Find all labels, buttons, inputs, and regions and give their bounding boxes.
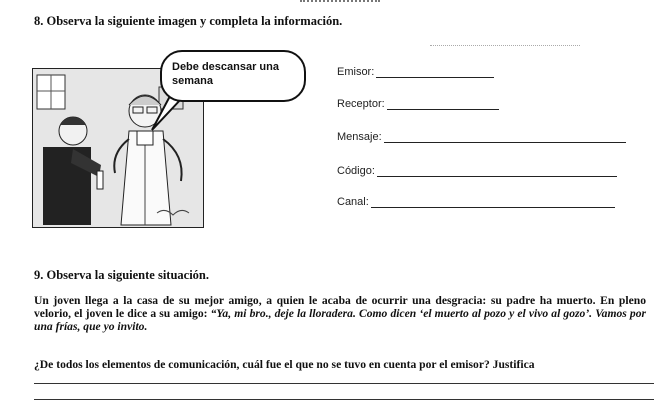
mensaje-field[interactable] [337, 131, 626, 143]
speech-bubble [160, 50, 306, 102]
question-8-heading: 8. Observa la siguiente imagen y completa la información. [34, 14, 343, 28]
top-mark [300, 0, 380, 5]
codigo-field[interactable] [337, 165, 617, 177]
canal-label: Canal: [337, 196, 369, 208]
codigo-blank[interactable] [377, 165, 617, 177]
receptor-field[interactable] [337, 98, 499, 110]
situation-text: Un joven llega a la casa de su mejor amigo, a quien le acaba de ocurrir una desgracia: su padre ha muerto. En pleno velorio, el joven le dice a su amigo: [34, 294, 646, 320]
mensaje-blank[interactable] [384, 131, 626, 143]
question-9-heading: 9. Observa la siguiente situación. [34, 268, 210, 282]
question-9-prompt: ¿De todos los elementos de comunicación, cuál fue el que no se tuvo en cuenta por el emisor? Justifica [34, 358, 535, 371]
answer-line-2[interactable] [34, 399, 654, 400]
emisor-field[interactable] [337, 66, 494, 78]
bubble-text-line-1: Debe descansar una [172, 61, 279, 73]
situation-paragraph [34, 294, 646, 333]
canal-field[interactable] [337, 196, 615, 208]
codigo-label: Código: [337, 165, 375, 177]
bubble-text-line-2: semana [172, 75, 213, 87]
receptor-blank[interactable] [387, 98, 499, 110]
emisor-label: Emisor: [337, 66, 375, 78]
decorative-dots [430, 45, 580, 46]
emisor-blank[interactable] [376, 66, 494, 78]
canal-blank[interactable] [371, 196, 615, 208]
answer-line-1[interactable] [34, 383, 654, 384]
mensaje-label: Mensaje: [337, 131, 382, 143]
receptor-label: Receptor: [337, 98, 385, 110]
situation-quote: “Ya, mi bro., deje la lloradera. Como dicen ‘el muerto al pozo y el vivo al gozo’. Vamos por una frías, que yo invito. [34, 307, 646, 333]
